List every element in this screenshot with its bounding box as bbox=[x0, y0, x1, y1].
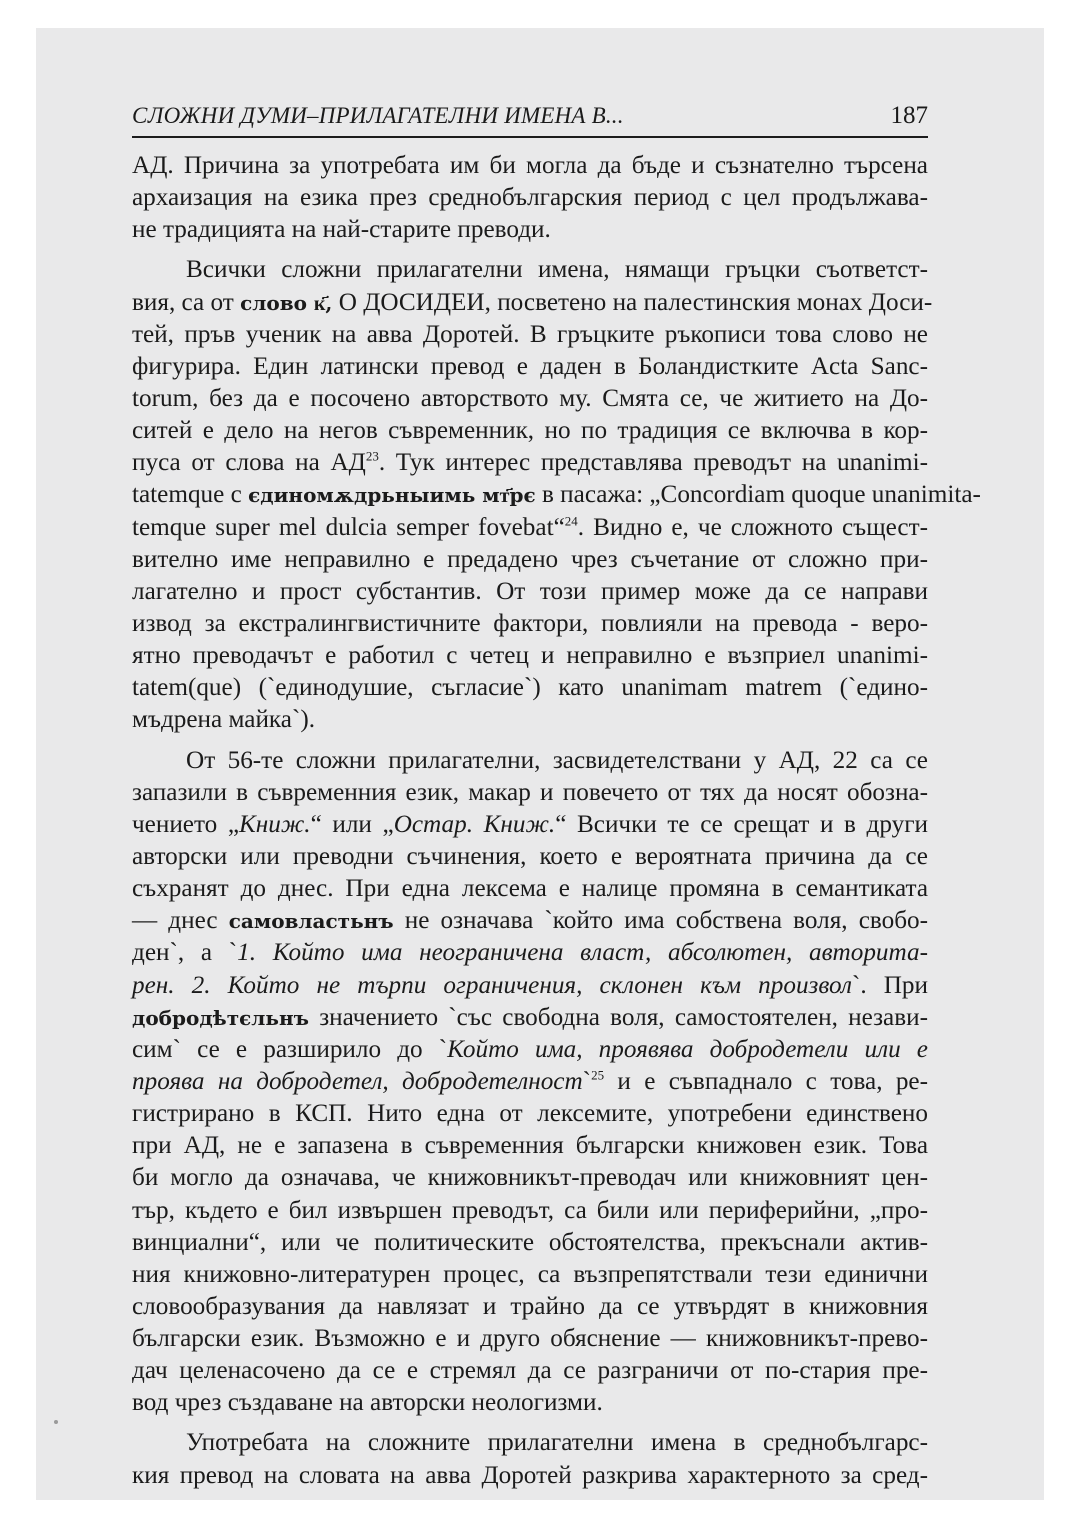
text-line: сим` се е разширило до `Който има, проявява добродетели или е bbox=[132, 1035, 928, 1063]
text-line: винциални“, или че политическите обстоятелства, прекъснали актив- bbox=[132, 1228, 928, 1256]
text-line: добродѣтєльнъ значението `със свободна воля, самостоятелен, незави- bbox=[132, 1003, 928, 1031]
text-line: АД. Причина за употребата им би могла да бъде и съзнателно търсена bbox=[132, 152, 928, 179]
text-line: съхранят до днес. При една лексема е налице промяна в семантиката bbox=[132, 875, 928, 903]
text-line: при АД, не е запазена в съвременния български книжовен език. Това bbox=[132, 1132, 928, 1160]
footnote-ref: 23 bbox=[365, 448, 379, 464]
old-bulgarian-word: єдиномѫдрьныимь мт҃рє bbox=[248, 483, 536, 508]
text-line: авторски или преводни съчинения, което е вероятната причина да се bbox=[132, 842, 928, 870]
text-line: Употребата на сложните прилагателни имена в среднобългарс- bbox=[186, 1429, 928, 1457]
text-line: torum, без да е посочено авторството му. Смята се, че житието на До- bbox=[132, 384, 928, 412]
text-line: гистрирано в КСП. Нито една от лексемите, употребени единствено bbox=[132, 1100, 928, 1128]
text-line: вително име неправилно е предадено чрез съчетание от сложно при- bbox=[132, 545, 928, 573]
text-line: български език. Възможно е и друго обяснение — книжовникът-прево- bbox=[132, 1325, 928, 1353]
text-line: От 56-те сложни прилагателни, засвидетелствани у АД, 22 са се bbox=[186, 746, 928, 774]
ink-speck bbox=[54, 1420, 58, 1424]
text-line: тър, където е бил извършен преводът, са били или периферийни, „про- bbox=[132, 1196, 928, 1224]
old-bulgarian-word: добродѣтєльнъ bbox=[132, 1005, 309, 1030]
text-line: ден`, а `1. Който има неограничена власт, абсолютен, авторита- bbox=[132, 939, 928, 967]
footnote-ref: 25 bbox=[591, 1067, 605, 1083]
footnote-ref: 24 bbox=[564, 513, 578, 529]
text-line: проява на добродетел, добродетелност`$^{25}$ и е съвпаднало с това, ре- bbox=[132, 1067, 929, 1095]
text-line: — днес самовластьнъ не означава `който има собствена воля, свобо- bbox=[132, 907, 929, 935]
text-line: архаизация на езика през среднобългарския период с цел продължава- bbox=[132, 184, 928, 212]
text-line: словообразувания да навлязат и трайно да се утвърдят в книжовния bbox=[132, 1292, 928, 1320]
text-line: чението „Книж.“ или „Остар. Книж.“ Всички те се срещат и в други bbox=[132, 810, 929, 838]
text-line: не традицията на най-старите преводи. bbox=[132, 216, 551, 244]
text-line: би могло да означава, че книжовникът-преводач или книжовният цен- bbox=[132, 1164, 928, 1192]
text-line: tatem(que) (`единодушие, съгласие`) като unanimam matrem (`едино- bbox=[132, 674, 928, 702]
text-line: тей, пръв ученик на авва Доротей. В гръцките ръкописи това слово не bbox=[132, 320, 928, 348]
running-title: СЛОЖНИ ДУМИ–ПРИЛАГАТЕЛНИ ИМЕНА В... bbox=[132, 103, 624, 128]
text-line: temque super mel dulcia semper fovebat“$^{24}$. Видно е, че сложното същест- bbox=[132, 513, 928, 541]
text-line: фигурира. Един латински превод е даден в Боландистките Acta Sanc- bbox=[132, 352, 928, 380]
text-line: мъдрена майка`). bbox=[132, 706, 316, 734]
text-line: рен. 2. Който не търпи ограничения, склонен към произвол`. При bbox=[132, 971, 928, 999]
page-number: 187 bbox=[890, 102, 928, 129]
text-line: лагателно и прост субстантив. От този пример може да се направи bbox=[132, 577, 928, 605]
old-bulgarian-word: слово к҃, bbox=[240, 290, 333, 315]
text-line: запазили в съвременния език, макар и повечето от тях да носят обозна- bbox=[132, 778, 928, 806]
text-line: ятно преводачът е работил с четец и неправилно е възприел unanimi- bbox=[132, 642, 928, 670]
text-line: пуса от слова на АД$^{23}$. Тук интерес представлява преводът на unanimi- bbox=[132, 448, 928, 477]
text-line: ния книжовно-литературен процес, са възпрепятствали тези единични bbox=[132, 1260, 928, 1288]
text-line: дач целенасочено да се е стремял да се разграничи от по-стария пре- bbox=[132, 1357, 928, 1385]
text-line: Всички сложни прилагателни имена, нямащи гръцки съответст- bbox=[186, 256, 928, 284]
text-line: tatemque с єдиномѫдрьныимь мт҃рє в пасажа: „Concordiam quoque unanimita- bbox=[132, 481, 981, 509]
paragraph-4 bbox=[132, 1427, 928, 1491]
old-bulgarian-word: самовластьнъ bbox=[228, 909, 394, 934]
body-text bbox=[132, 150, 981, 1492]
text-line: вод чрез създаване на авторски неологизми. bbox=[132, 1389, 603, 1417]
running-header bbox=[132, 96, 928, 138]
paragraph-2 bbox=[132, 254, 981, 736]
text-line: извод за екстралингвистичните фактори, повлияли на превода - веро- bbox=[132, 609, 928, 637]
text-line: кия превод на словата на авва Доротей разкрива характерното за сред- bbox=[132, 1461, 928, 1489]
text-line: вия, са от слово к҃, О ДОСИДЕИ, посветено на палестинския монах Доси- bbox=[132, 288, 933, 316]
text-line: ситей е дело на негов съвременник, но по традиция се включва в кор- bbox=[132, 417, 928, 445]
paragraph-1 bbox=[132, 150, 928, 246]
paragraph-3 bbox=[132, 745, 928, 1420]
